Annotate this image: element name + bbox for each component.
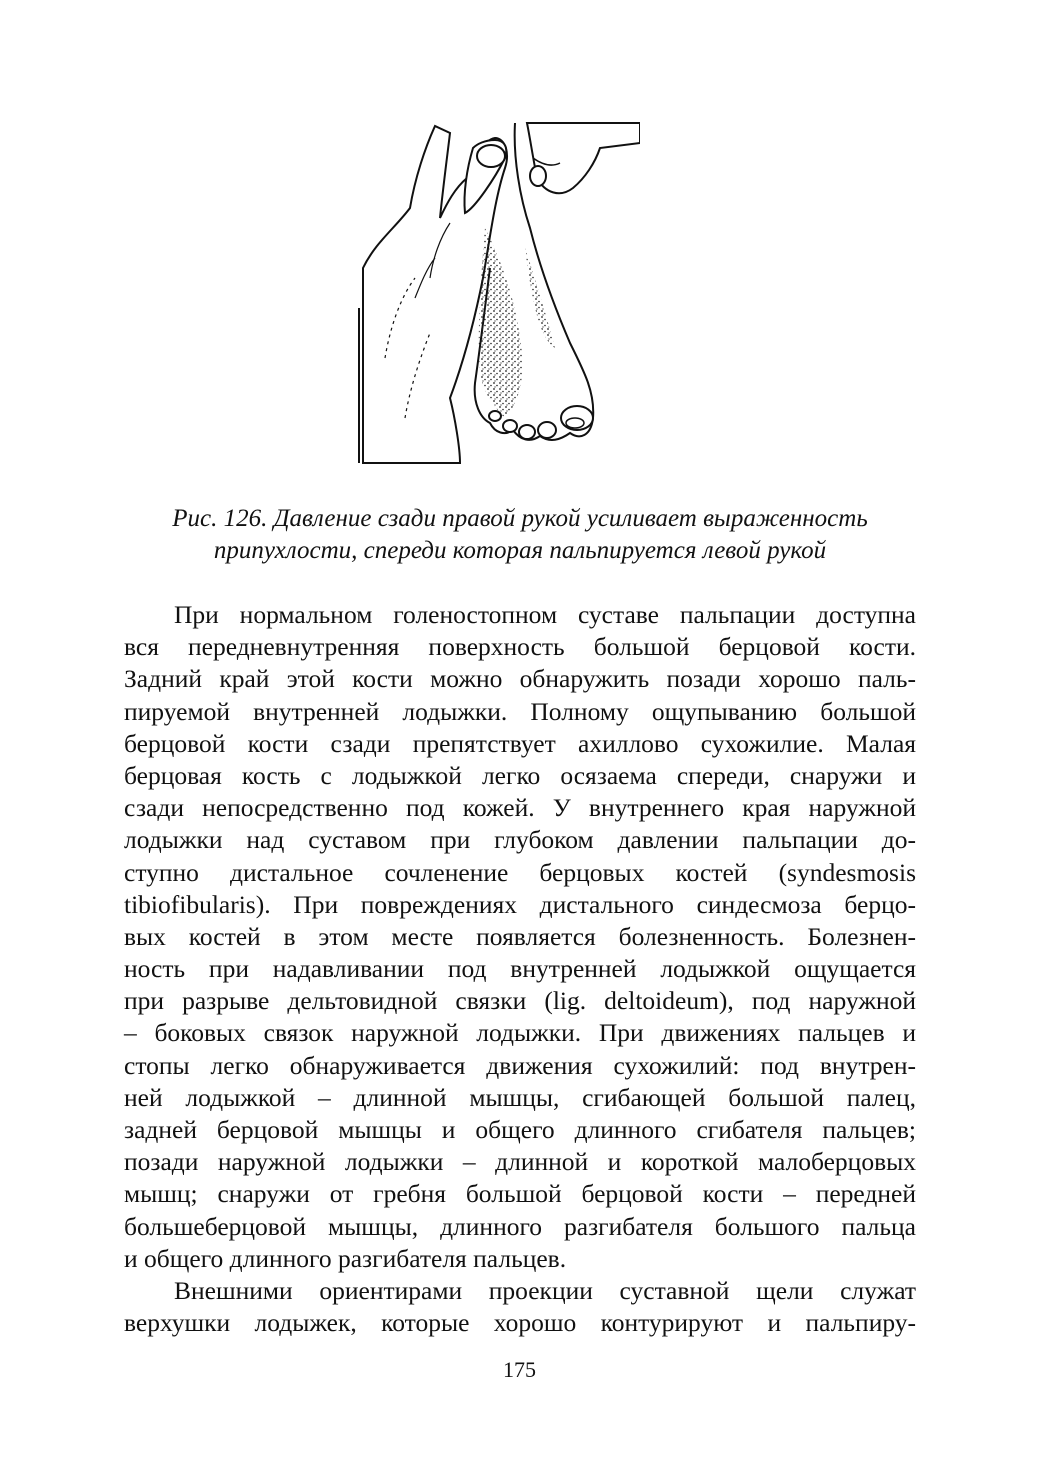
- text-line: берцовая кость с лодыжкой легко осязаема спереди, снаружи и: [124, 760, 916, 790]
- page-number: 175: [503, 1357, 536, 1382]
- text-line: позади наружной лодыжки – длинной и короткой малоберцовых: [124, 1147, 916, 1177]
- text-line: – боковых связок наружной лодыжки. При движениях пальцев и: [124, 1018, 916, 1048]
- figure: [355, 118, 640, 473]
- text-line: Задний край этой кости можно обнаружить позади хорошо паль-: [124, 664, 916, 694]
- text-line: мышц; снаружи от гребня большой берцовой кости – передней: [124, 1179, 916, 1209]
- foot-palpation-illustration-icon: [355, 118, 640, 473]
- paragraph: [124, 599, 916, 1275]
- text-line: вся передневнутренняя поверхность большой берцовой кости.: [124, 632, 916, 662]
- text-line: ность при надавливании под внутренней лодыжкой ощущается: [124, 954, 916, 984]
- text-line: большеберцовой мышцы, длинного разгибателя большого пальца: [124, 1211, 916, 1241]
- text-line: берцовой кости сзади препятствует ахиллово сухожилие. Малая: [124, 728, 916, 758]
- text-line: стопы легко обнаруживается движения сухожилий: под внутрен-: [124, 1050, 916, 1080]
- figure-caption: [110, 503, 930, 567]
- text-line: вых костей в этом месте появляется болезненность. Болезнен-: [124, 921, 916, 951]
- text-line: сзади непосредственно под кожей. У внутреннего края наружной: [124, 793, 916, 823]
- caption-line: припухлости, спереди которая пальпируется левой рукой: [213, 537, 827, 564]
- paragraph: [124, 1275, 916, 1339]
- text-line: при разрыве дельтовидной связки (lig. deltoideum), под наружной: [124, 986, 916, 1016]
- text-line: Внешними ориентирами проекции суставной щели служат: [174, 1275, 916, 1305]
- text-line: При нормальном голеностопном суставе пальпации доступна: [174, 600, 916, 629]
- text-line: задней берцовой мышцы и общего длинного сгибателя пальцев;: [124, 1115, 916, 1144]
- body-text: [124, 599, 916, 1339]
- text-line: верхушки лодыжек, которые хорошо контурируют и пальпиру-: [124, 1308, 916, 1338]
- text-line: лодыжки над суставом при глубоком давлении пальпации до-: [124, 825, 916, 855]
- text-line: ступно дистальное сочленение берцовых костей (syndesmosis: [124, 857, 916, 887]
- text-line: tibiofibularis). При повреждениях дистального синдесмоза берцо-: [124, 889, 916, 919]
- text-line: и общего длинного разгибателя пальцев.: [124, 1243, 567, 1273]
- text-line: пируемой внутренней лодыжки. Полному ощупыванию большой: [124, 696, 916, 726]
- caption-line: Рис. 126. Давление сзади правой рукой усиливает выраженность: [172, 505, 868, 532]
- text-line: ней лодыжкой – длинной мышцы, сгибающей большой палец,: [124, 1082, 916, 1112]
